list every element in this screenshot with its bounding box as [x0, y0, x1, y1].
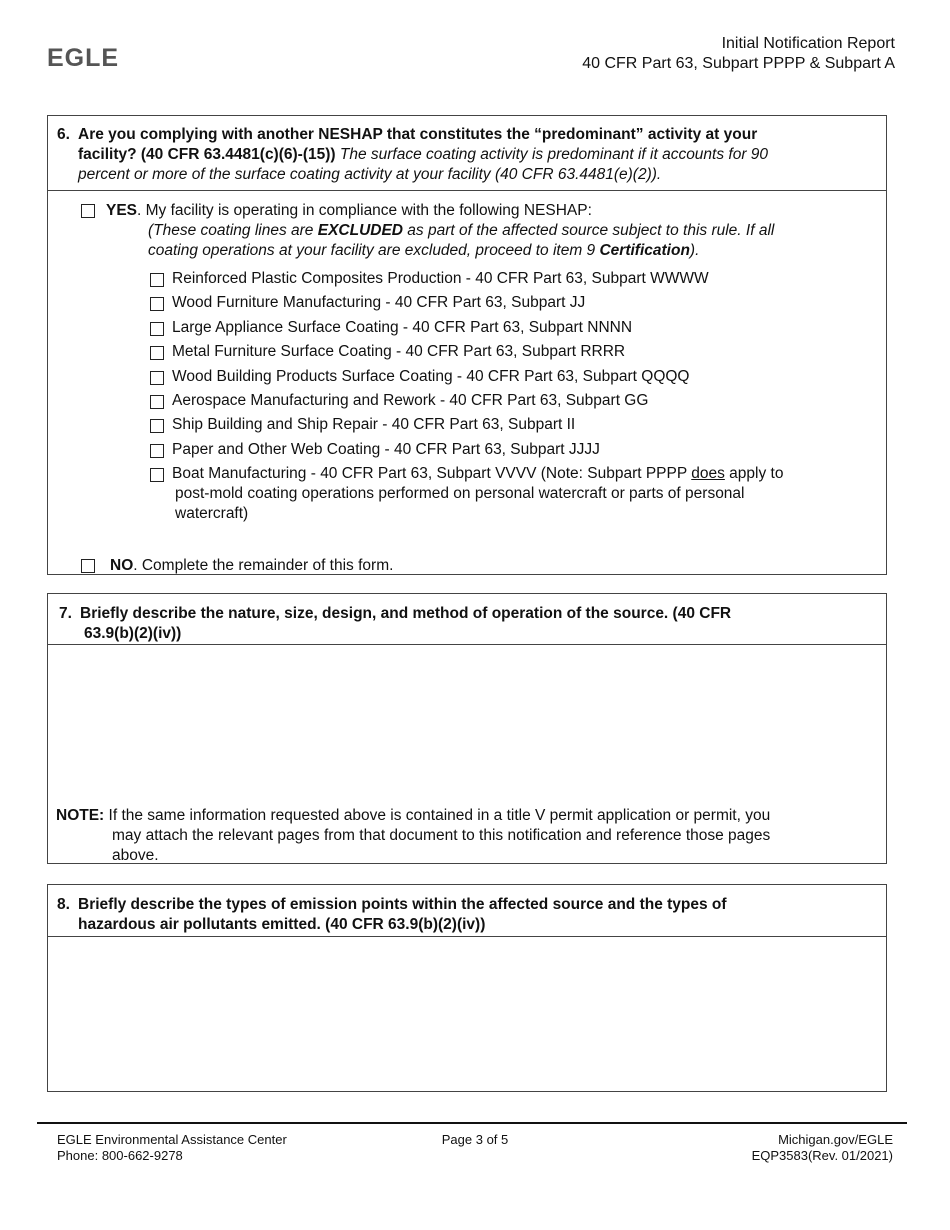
footer-website[interactable]: Michigan.gov/EGLE: [778, 1132, 893, 1147]
option-checkbox-gg[interactable]: [150, 395, 164, 409]
option-label-gg: Aerospace Manufacturing and Rework - 40 CFR Part 63, Subpart GG: [172, 392, 649, 409]
section-8-question: [48, 885, 886, 937]
option-label-jjjj: Paper and Other Web Coating - 40 CFR Part 63, Subpart JJJJ: [172, 441, 600, 458]
q6-line2-bold: facility? (40 CFR 63.4481(c)(6)-(15)): [78, 146, 336, 163]
yes-text: . My facility is operating in compliance with the following NESHAP:: [137, 202, 592, 219]
egle-logo: EGLE: [47, 44, 120, 72]
option-label-qqqq: Wood Building Products Surface Coating - 40 CFR Part 63, Subpart QQQQ: [172, 368, 690, 385]
no-option: [110, 556, 393, 576]
q8-line2: hazardous air pollutants emitted. (40 CFR 63.9(b)(2)(iv)): [78, 916, 486, 933]
boat-does-underlined: does: [691, 465, 725, 482]
option-label-ii: Ship Building and Ship Repair - 40 CFR Part 63, Subpart II: [172, 416, 576, 433]
yes-note2-c: ).: [689, 242, 700, 259]
yes-note-line2: [148, 241, 699, 261]
q8-answer-area[interactable]: [52, 941, 882, 1086]
q7-number: 7.: [59, 605, 72, 622]
option-checkbox-wwww[interactable]: [150, 273, 164, 287]
q6-line3: percent or more of the surface coating activity at your facility (40 CFR 63.4481(e)(2)).: [78, 166, 662, 183]
option-checkbox-rrrr[interactable]: [150, 346, 164, 360]
q7-note-line2: may attach the relevant pages from that document to this notification and reference those pages: [112, 827, 771, 844]
option-label-rrrr: Metal Furniture Surface Coating - 40 CFR Part 63, Subpart RRRR: [172, 343, 626, 360]
yes-note2-a: coating operations at your facility are excluded, proceed to item 9: [148, 242, 600, 259]
yes-note-a: (These coating lines are: [148, 222, 318, 239]
q8-number: 8.: [57, 896, 70, 913]
q7-answer-area[interactable]: [52, 648, 882, 798]
option-checkbox-vvvv[interactable]: [150, 468, 164, 482]
yes-option: [106, 201, 592, 221]
note-text-1: If the same information requested above is contained in a title V permit application or permit, you: [104, 807, 771, 824]
option-label-wwww: Reinforced Plastic Composites Production - 40 CFR Part 63, Subpart WWWW: [172, 270, 709, 287]
boat-text-b: apply to: [724, 465, 784, 482]
option-checkbox-ii[interactable]: [150, 419, 164, 433]
yes-note-line1: [148, 221, 774, 241]
report-subtitle: 40 CFR Part 63, Subpart PPPP & Subpart A: [582, 55, 895, 72]
option-checkbox-jjjj[interactable]: [150, 444, 164, 458]
yes-note-c: as part of the affected source subject to this rule. If all: [403, 222, 775, 239]
q6-line2-italic: The surface coating activity is predominant if it accounts for 90: [335, 146, 769, 163]
no-checkbox[interactable]: [81, 559, 95, 573]
q7-line2: 63.9(b)(2)(iv)): [84, 625, 182, 642]
option-label-nnnn: Large Appliance Surface Coating - 40 CFR Part 63, Subpart NNNN: [172, 319, 633, 336]
q6-line2: [78, 145, 768, 165]
yes-checkbox[interactable]: [81, 204, 95, 218]
q6-line1: Are you complying with another NESHAP that constitutes the “predominant” activity at your: [78, 126, 758, 143]
option-checkbox-jj[interactable]: [150, 297, 164, 311]
q7-note-line1: [56, 806, 770, 826]
footer-org: EGLE Environmental Assistance Center: [57, 1132, 287, 1147]
option-checkbox-qqqq[interactable]: [150, 371, 164, 385]
certification-emphasis: Certification: [599, 242, 690, 259]
no-label: NO: [110, 557, 134, 574]
footer-rule: [37, 1122, 907, 1124]
note-label: NOTE:: [56, 807, 105, 824]
q6-number: 6.: [57, 126, 70, 143]
yes-label: YES: [106, 202, 138, 219]
q8-line1: Briefly describe the types of emission points within the affected source and the types of: [78, 896, 727, 913]
section-6: [47, 115, 887, 575]
option-checkbox-nnnn[interactable]: [150, 322, 164, 336]
excluded-emphasis: EXCLUDED: [317, 222, 403, 239]
footer-page-number: Page 3 of 5: [441, 1132, 509, 1147]
q7-line1: Briefly describe the nature, size, design, and method of operation of the source. (40 CFR: [80, 605, 732, 622]
report-title: Initial Notification Report: [721, 35, 895, 52]
option-label-vvvv-line2: post-mold coating operations performed on personal watercraft or parts of personal: [175, 485, 745, 502]
section-7-question: [48, 594, 886, 645]
option-label-vvvv: [172, 464, 783, 484]
option-label-jj: Wood Furniture Manufacturing - 40 CFR Part 63, Subpart JJ: [172, 294, 586, 311]
option-label-vvvv-line3: watercraft): [175, 505, 249, 522]
no-text: . Complete the remainder of this form.: [133, 557, 394, 574]
q7-note-line3: above.: [112, 847, 159, 864]
section-7: [47, 593, 887, 864]
section-6-question: [48, 116, 886, 191]
footer-form-id: EQP3583(Rev. 01/2021): [751, 1148, 893, 1163]
boat-text-a: Boat Manufacturing - 40 CFR Part 63, Subpart VVVV (Note: Subpart PPPP: [172, 465, 692, 482]
section-8: [47, 884, 887, 1092]
footer-right: [752, 1132, 893, 1164]
footer-phone: Phone: 800-662-9278: [57, 1148, 183, 1163]
